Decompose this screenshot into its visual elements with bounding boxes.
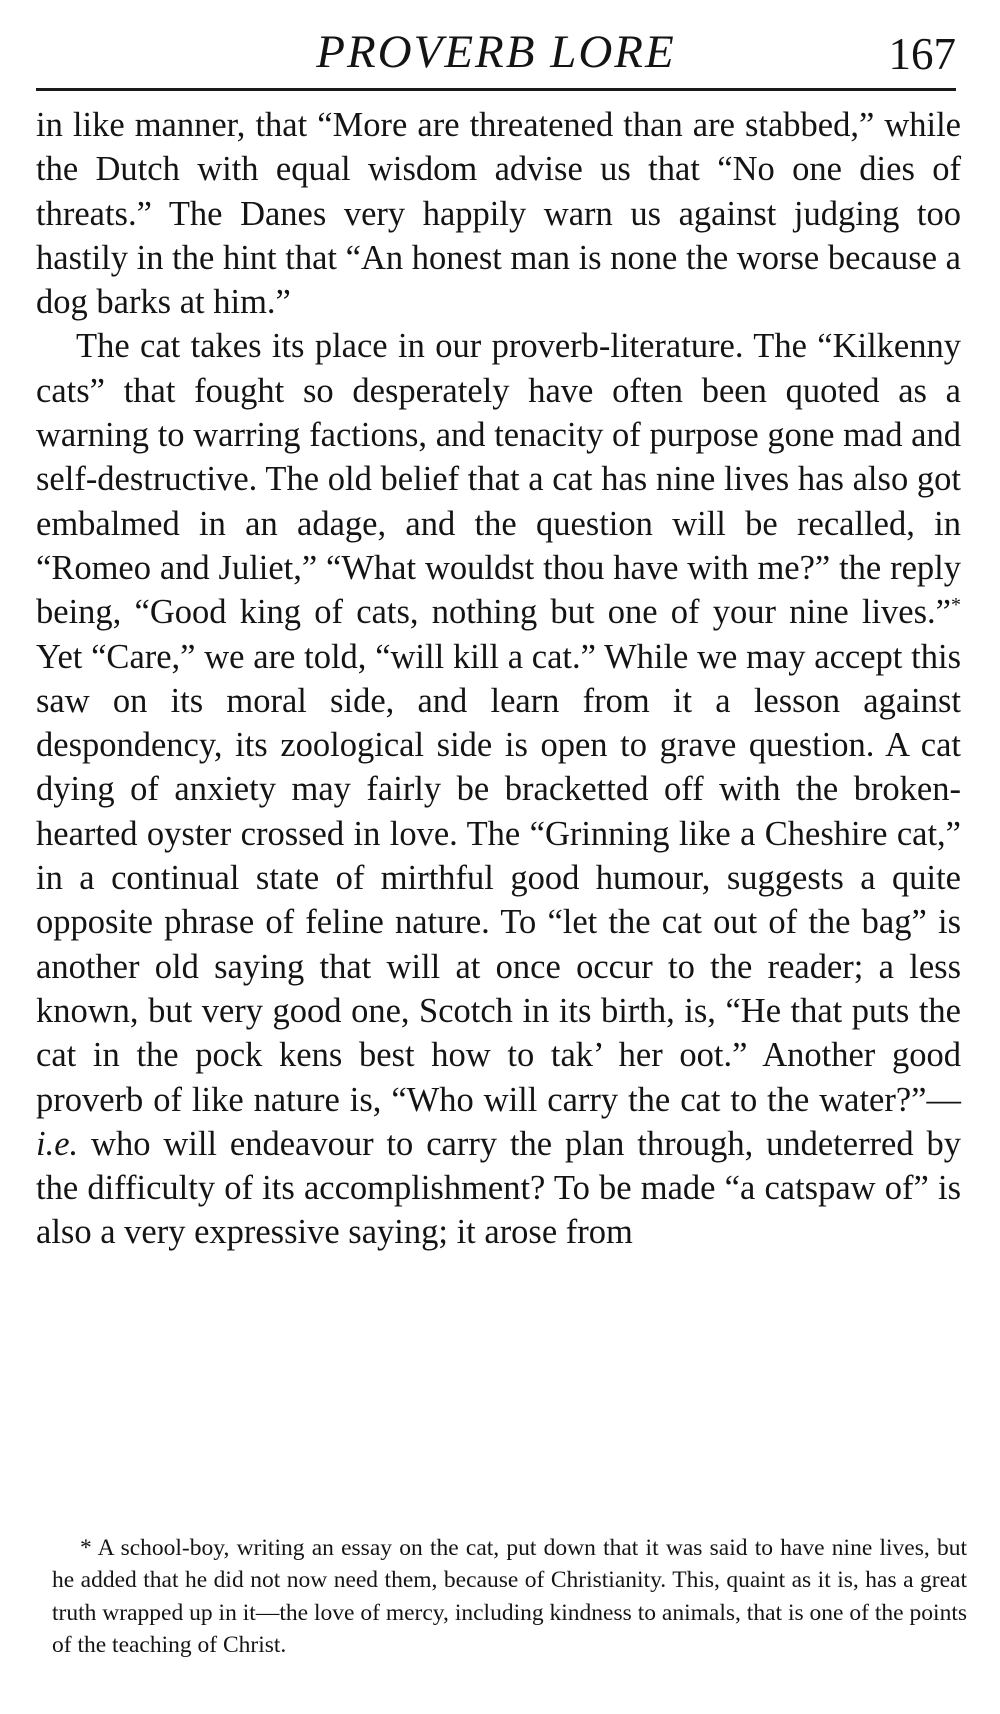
footnote [52, 1532, 967, 1662]
footnote-reference: * [951, 594, 961, 617]
running-head [36, 14, 956, 82]
footnote-text: * A school-boy, writing an essay on the cat, put down that it was said to have nine lives, but he added that he did not now need them, because of Christianity. This, quaint as it is, has a great truth wrapped up in it—the love of mercy, including kindness to animals, that is one of the points of the teaching of Christ. [52, 1535, 967, 1659]
header-rule [36, 88, 956, 91]
paragraph-2-part-1: The cat takes its place in our proverb-literature. The “Kilkenny cats” that fought so desperately have often been quoted as a warning to warring factions, and tenacity of purpose gone mad and self-destructive. The old belief that a cat has nine lives has also got embalmed in an adage, and the question will be recalled, in “Romeo and Juliet,” “What wouldst thou have with me?” the reply being, “Good king of cats, nothing but one of your nine lives.” [36, 327, 961, 632]
paragraph-2 [36, 324, 961, 1254]
paragraph-1: in like manner, that “More are threatened than are stabbed,” while the Dutch with equal wisdom advise us that “No one dies of threats.” The Danes very happily warn us against judging too hastily in the hint that “An honest man is none the worse because a dog barks at him.” [36, 106, 961, 322]
abbreviation-ie: i.e. [36, 1124, 79, 1163]
paragraph-2-part-2: Yet “Care,” we are told, “will kill a cat.” While we may accept this saw on its moral side, and learn from it a lesson against despondency, its zoological side is open to grave question. A cat dying of anxiety may fairly be bracketted off with the broken-hearted oyster crossed in love. The “Grinning like a Cheshire cat,” in a continual state of mirthful good humour, suggests a quite opposite phrase of feline nature. To “let the cat out of the bag” is another old saying that will at once occur to the reader; a less known, but very good one, Scotch in its birth, is, “He that puts the cat in the pock kens best how to tak’ her oot.” Another good proverb of like nature is, “Who will carry the cat to the water?”— [36, 637, 961, 1119]
page-number: 167 [888, 29, 956, 79]
body-text [36, 103, 961, 1255]
paragraph-2-part-3: who will endeavour to carry the plan through, undeterred by the difficulty of its accomplishment? To be made “a catspaw of” is also a very expressive saying; it arose from [36, 1124, 961, 1252]
running-title: PROVERB LORE [316, 26, 676, 78]
